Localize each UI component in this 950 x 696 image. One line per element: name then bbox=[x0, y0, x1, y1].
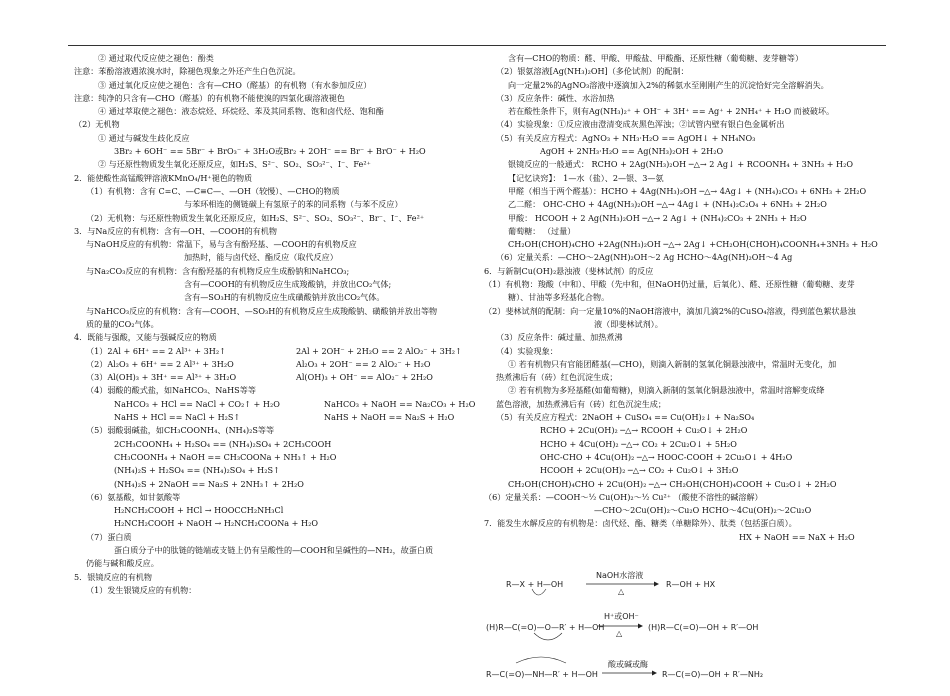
right-line: AgOH + 2NH₃·H₂O == Ag(NH₃)₂OH + 2H₂O bbox=[540, 146, 724, 157]
right-line: 甲酸： HCOOH + 2 Ag(NH₃)₂OH ─△→ 2 Ag↓ + (NH₄)₂CO₃ + 2NH₃ + H₂O bbox=[508, 212, 807, 223]
right-line: （6）定量关系：—COOH～½ Cu(OH)₂～½ Cu²⁺ （酸使不溶性的碱溶解） bbox=[484, 491, 763, 502]
left-line: （2）无机物：与还原性物质发生氧化还原反应，如H₂S、S²⁻、SO₂、SO₃²⁻、Br⁻、I⁻、Fe²⁺ bbox=[86, 212, 425, 223]
left-line bbox=[74, 371, 500, 384]
right-line: 甲醛（相当于两个醛基）：HCHO + 4Ag(NH₃)₂OH ─△→ 4Ag↓ + (NH₄)₂CO₃ + 6NH₃ + 2H₂O bbox=[508, 185, 867, 196]
right-line: 含有—CHO的物质：醛、甲酸、甲酸盐、甲酸酯、还原性糖（葡萄糖、麦芽糖等） bbox=[508, 53, 804, 63]
r3-left: R—C(=O)—NH—R′ + H—OH bbox=[486, 670, 598, 679]
right-line: （3）反应条件：碱性、水浴加热 bbox=[496, 92, 615, 103]
right-line: 【记忆诀窍】： 1—水（盐）、2—银、3—氨 bbox=[508, 172, 664, 183]
left-line bbox=[74, 411, 500, 424]
right-line: HCOOH + 2Cu(OH)₂ ─△→ CO₂ + Cu₂O↓ + 3H₂O bbox=[540, 465, 739, 476]
left-line bbox=[74, 345, 500, 358]
left-line: 注意：苯酚溶液遇浓溴水时，除褪色现象之外还产生白色沉淀。 bbox=[74, 66, 301, 77]
left-line: 含有—SO₃H的有机物反应生成磺酸钠并放出CO₂气体。 bbox=[184, 292, 385, 303]
right-line: —CHO～2Cu(OH)₂～Cu₂O HCHO～4Cu(OH)₂～2Cu₂O bbox=[594, 505, 812, 516]
right-line: 6．与新制Cu(OH)₂悬浊液（斐林试剂）的反应 bbox=[484, 265, 654, 276]
right-line: ① 若有机物只有官能团醛基(—CHO)，则滴入新制的氢氧化铜悬浊液中，常温时无变化，加 bbox=[508, 358, 837, 369]
left-line bbox=[74, 358, 500, 371]
r1-left: R—X + H—OH bbox=[506, 580, 564, 589]
left-line: 仍能与碱和酸反应。 bbox=[86, 558, 159, 569]
r2-right: (H)R—C(=O)—OH + R′—OH bbox=[648, 623, 759, 632]
r1-bond-curve bbox=[532, 589, 546, 595]
left-line: ③ 通过氧化反应使之褪色：含有—CHO（醛基）的有机物（有水参加反应） bbox=[98, 79, 372, 90]
right-line: 若在酸性条件下，则有Ag(NH₃)₂⁺ + OH⁻ + 3H⁺ == Ag⁺ + 2NH₄⁺ + H₂O 而被破坏。 bbox=[508, 106, 835, 117]
left-line-left-part: （1）2Al + 6H⁺ == 2 Al³⁺ + 3H₂↑ bbox=[86, 345, 226, 356]
left-line: 3．与Na反应的有机物：含有—OH、—COOH的有机物 bbox=[74, 225, 277, 236]
right-line: （2）斐林试剂的配制：向一定量10%的NaOH溶液中，滴加几滴2%的CuSO₄溶液，得到蓝色絮状悬浊 bbox=[484, 305, 856, 316]
left-line-left-part: NaHCO₃ + HCl == NaCl + CO₂↑ + H₂O bbox=[114, 398, 280, 409]
right-line: 葡萄糖： （过量） bbox=[508, 225, 576, 236]
right-line: ② 若有机物为多羟基醛(如葡萄糖)，则滴入新制的氢氧化铜悬浊液中，常温时溶解变成绛 bbox=[508, 385, 825, 396]
right-line: RCHO + 2Cu(OH)₂ ─△→ RCOOH + Cu₂O↓ + 2H₂O bbox=[540, 425, 748, 436]
left-line: (NH₄)₂S + H₂SO₄ == (NH₄)₂SO₄ + H₂S↑ bbox=[114, 465, 280, 476]
left-line-right-part: 2Al + 2OH⁻ + 2H₂O == 2 AlO₂⁻ + 3H₂↑ bbox=[296, 345, 462, 356]
left-line: 3Br₂ + 6OH⁻ == 5Br⁻ + BrO₃⁻ + 3H₂O或Br₂ + 2OH⁻ == Br⁻ + BrO⁻ + H₂O bbox=[114, 146, 426, 157]
right-line: 液（即斐林试剂）。 bbox=[594, 318, 663, 329]
header-rule bbox=[68, 45, 886, 46]
right-line: （3）反应条件：碱过量、加热煮沸 bbox=[496, 332, 623, 343]
left-line: ② 通过取代反应使之褪色：酚类 bbox=[98, 53, 214, 63]
right-line: HX + NaOH == NaX + H₂O bbox=[739, 531, 855, 542]
left-line-right-part: NaHCO₃ + NaOH == Na₂CO₃ + H₂O bbox=[324, 398, 476, 409]
left-line-right-part: Al₂O₃ + 2OH⁻ == 2 AlO₂⁻ + H₂O bbox=[296, 358, 431, 369]
right-line: （4）实验现象： bbox=[496, 345, 558, 356]
left-line-left-part: （2）Al₂O₃ + 6H⁺ == 2 Al³⁺ + 3H₂O bbox=[86, 358, 234, 369]
left-line: 2．能使酸性高锰酸钾溶液KMnO₄/H⁺褪色的物质 bbox=[74, 172, 253, 183]
right-line: 乙二醛： OHC-CHO + 4Ag(NH₃)₂OH ─△→ 4Ag↓ + (NH₄)₂C₂O₄ + 6NH₃ + 2H₂O bbox=[508, 199, 827, 210]
r3-right: R—C(=O)—OH + R′—NH₂ bbox=[662, 670, 764, 679]
left-line bbox=[74, 398, 500, 411]
r3-arrowhead bbox=[652, 671, 657, 676]
left-line: (NH₄)₂S + 2NaOH == Na₂S + 2NH₃↑ + 2H₂O bbox=[114, 478, 304, 489]
r1-condition: NaOH水溶液 bbox=[596, 571, 644, 580]
right-line: （5）有关反应方程式：2NaOH + CuSO₄ == Cu(OH)₂↓ + Na₂SO₄ bbox=[496, 412, 755, 423]
right-line: （6）定量关系：—CHO～2Ag(NH)₂OH～2 Ag HCHO～4Ag(NH)₂OH～4 Ag bbox=[496, 252, 793, 263]
left-line-left-part: NaHS + HCl == NaCl + H₂S↑ bbox=[114, 412, 241, 423]
left-line: 质的量的CO₂气体。 bbox=[86, 318, 159, 329]
left-line: 蛋白质分子中的肽链的链端或支链上仍有呈酸性的—COOH和呈碱性的—NH₂，故蛋白质 bbox=[114, 544, 434, 555]
left-line: H₂NCH₂COOH + NaOH → H₂NCH₂COONa + H₂O bbox=[114, 518, 318, 529]
left-line: ② 与还原性物质发生氧化还原反应，如H₂S、S²⁻、SO₂、SO₃²⁻、I⁻、Fe²⁺ bbox=[98, 159, 371, 170]
left-line: （7）蛋白质 bbox=[86, 531, 132, 542]
right-line: HCHO + 4Cu(OH)₂ ─△→ CO₂ + 2Cu₂O↓ + 5H₂O bbox=[540, 438, 737, 449]
right-line: （5）有关反应方程式：AgNO₃ + NH₃·H₂O == AgOH↓ + NH₄NO₃ bbox=[496, 132, 756, 143]
hydrolysis-scheme bbox=[486, 567, 886, 692]
right-line: OHC-CHO + 4Cu(OH)₂ ─△→ HOOC-COOH + 2Cu₂O↓ + 4H₂O bbox=[540, 451, 793, 462]
left-line: （1）发生银镜反应的有机物： bbox=[86, 584, 197, 595]
left-line: 2CH₃COONH₄ + H₂SO₄ == (NH₄)₂SO₄ + 2CH₃COOH bbox=[114, 438, 332, 449]
r2-arrowhead bbox=[638, 624, 643, 629]
right-line: （4）实验现象：①反应液由澄清变成灰黑色浑浊；②试管内壁有银白色金属析出 bbox=[496, 119, 785, 130]
r2-delta: △ bbox=[616, 629, 623, 638]
r2-condition: H⁺或OH⁻ bbox=[604, 612, 639, 621]
right-line: CH₂OH(CHOH)₄CHO +2Ag(NH₃)₂OH ─△→ 2Ag↓ +CH₂OH(CHOH)₄COONH₄+3NH₃ + H₂O bbox=[508, 239, 878, 250]
right-column bbox=[484, 52, 884, 544]
right-line: CH₂OH(CHOH)₄CHO + 2Cu(OH)₂ ─△→ CH₂OH(CHOH)₄COOH + Cu₂O↓ + 2H₂O bbox=[508, 478, 837, 489]
r1-delta: △ bbox=[618, 587, 625, 596]
left-line-left-part: （3）Al(OH)₃ + 3H⁺ == Al³⁺ + 3H₂O bbox=[86, 372, 237, 383]
r3-condition: 酸或碱或酶 bbox=[608, 660, 648, 669]
left-line: 注意：纯净的只含有—CHO（醛基）的有机物不能使溴的四氯化碳溶液褪色 bbox=[74, 92, 345, 103]
left-line: ④ 通过萃取使之褪色：液态烷烃、环烷烃、苯及其同系物、饱和卤代烃、饱和酯 bbox=[98, 106, 384, 117]
left-line: 与NaHCO₃反应的有机物：含有—COOH、—SO₃H的有机物反应生成羧酸钠、磺酸钠并放出等物 bbox=[86, 305, 438, 316]
left-line-right-part: NaHS + NaOH == Na₂S + H₂O bbox=[324, 412, 455, 423]
r2-left: (H)R—C(=O)—O—R′ + H—OH bbox=[486, 623, 605, 632]
left-line: H₂NCH₂COOH + HCl → HOOCCH₂NH₃Cl bbox=[114, 505, 284, 516]
left-line: 与NaOH反应的有机物：常温下，易与含有酚羟基、—COOH的有机物反应 bbox=[86, 239, 357, 250]
right-line: 向一定量2%的AgNO₃溶液中逐滴加入2%的稀氨水至刚刚产生的沉淀恰好完全溶解消失。 bbox=[508, 79, 829, 90]
left-line: （5）弱酸弱碱盐，如CH₃COONH₄、(NH₄)₂S等等 bbox=[86, 425, 275, 436]
left-line: 含有—COOH的有机物反应生成羧酸钠，并放出CO₂气体; bbox=[184, 279, 392, 290]
right-line: （2）银氨溶液[Ag(NH₃)₂OH]（多伦试剂）的配制： bbox=[496, 66, 689, 77]
left-line: （6）氨基酸，如甘氨酸等 bbox=[86, 491, 181, 502]
left-line: （4）弱酸的酸式盐，如NaHCO₃、NaHS等等 bbox=[86, 385, 256, 396]
right-line: 7．能发生水解反应的有机物是：卤代烃、酯、糖类（单糖除外）、肽类（包括蛋白质）。 bbox=[484, 518, 797, 529]
left-line: 与苯环相连的侧链碳上有氢原子的苯的同系物（与苯不反应） bbox=[184, 199, 403, 210]
r3-bond-curve bbox=[516, 657, 566, 663]
left-line: 与Na₂CO₃反应的有机物：含有酚羟基的有机物反应生成酚钠和NaHCO₃; bbox=[86, 265, 350, 276]
left-line: 4．既能与强酸，又能与强碱反应的物质 bbox=[74, 332, 217, 343]
left-line: （1）有机物：含有 C=C、—C≡C—、—OH（较慢）、—CHO的物质 bbox=[86, 185, 340, 196]
right-line: 蓝色溶液，加热煮沸后有（砖）红色沉淀生成； bbox=[496, 398, 666, 409]
left-line: 加热时，能与卤代烃、酯反应（取代反应） bbox=[184, 252, 338, 263]
right-line: （1）有机物：羧酸（中和）、甲酸（先中和，但NaOH仍过量，后氧化）、醛、还原性糖（葡萄糖、麦芽 bbox=[484, 279, 855, 290]
left-line: CH₃COONH₄ + NaOH == CH₃COONa + NH₃↑ + H₂O bbox=[114, 451, 337, 462]
r1-right: R—OH + HX bbox=[666, 580, 716, 589]
right-line: 银镜反应的一般通式： RCHO + 2Ag(NH₃)₂OH ─△→ 2 Ag↓ + RCOONH₄ + 3NH₃ + H₂O bbox=[508, 159, 853, 170]
left-column bbox=[74, 52, 500, 597]
right-line: 糖）、甘油等多羟基化合物。 bbox=[508, 292, 610, 303]
r1-arrowhead bbox=[654, 582, 659, 587]
r2-bond-curve bbox=[534, 633, 562, 640]
hydrolysis-scheme-svg bbox=[486, 567, 886, 692]
left-line: 5．银镜反应的有机物 bbox=[74, 571, 152, 582]
left-line: ① 通过与碱发生歧化反应 bbox=[98, 132, 190, 143]
left-line-right-part: Al(OH)₃ + OH⁻ == AlO₂⁻ + 2H₂O bbox=[296, 372, 433, 383]
left-line: （2）无机物 bbox=[74, 119, 120, 130]
right-line: 热煮沸后有（砖）红色沉淀生成； bbox=[496, 372, 618, 383]
